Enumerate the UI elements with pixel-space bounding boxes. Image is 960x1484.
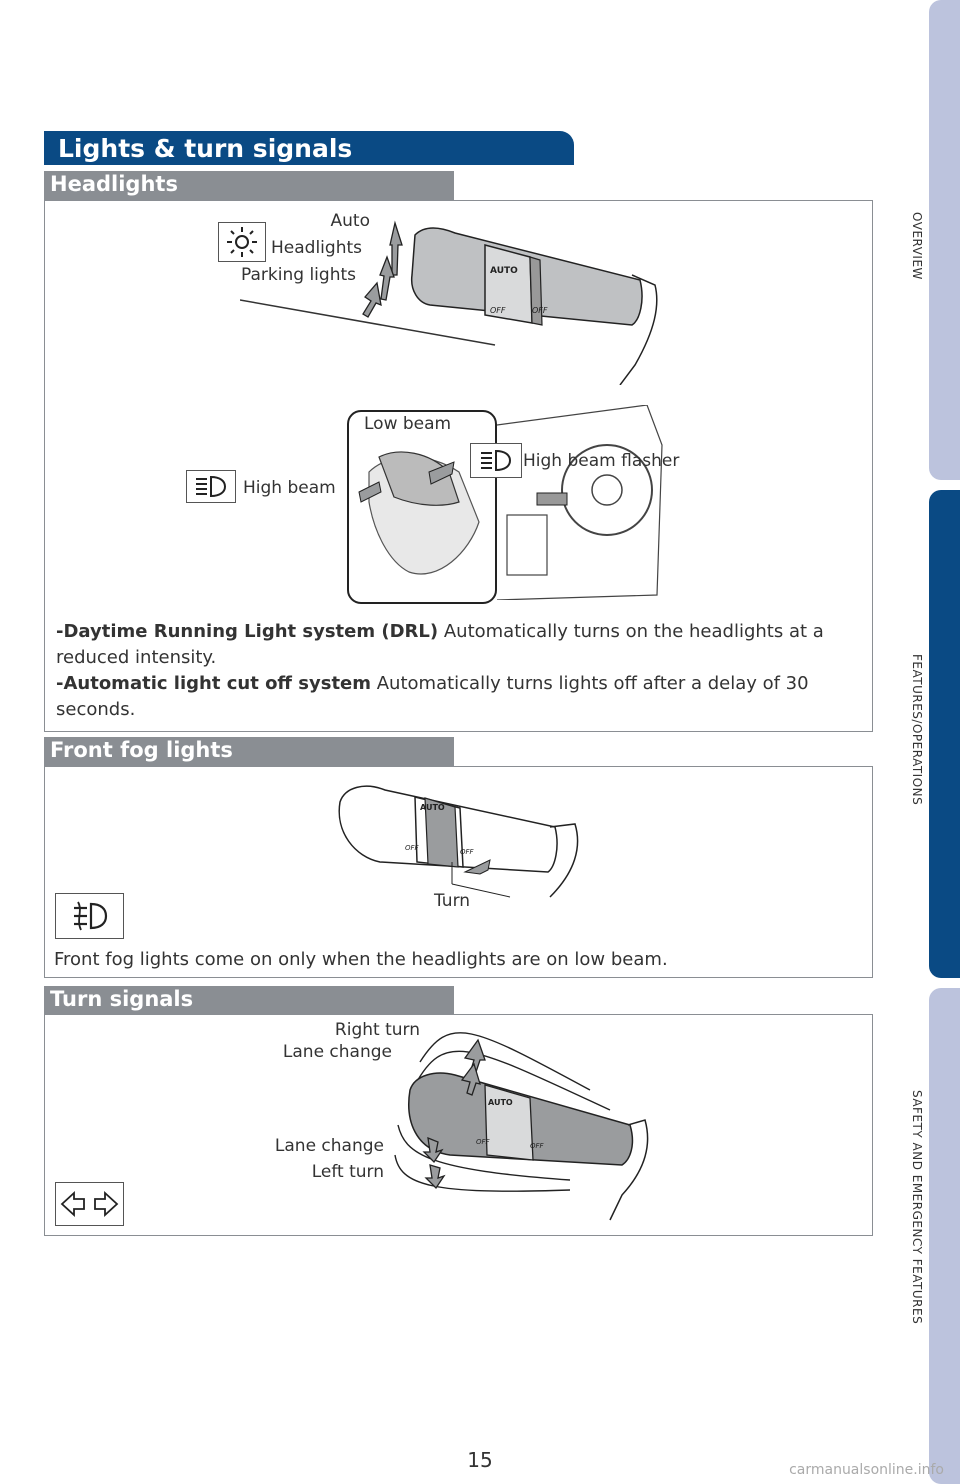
label-auto: Auto xyxy=(330,211,370,231)
label-headlights: Headlights xyxy=(271,238,362,258)
label-low-beam: Low beam xyxy=(364,414,452,434)
label-high-beam-flasher: High beam flasher xyxy=(523,451,680,471)
high-beam-photo-frame xyxy=(347,410,497,604)
drl-term: -Daytime Running Light system (DRL) xyxy=(56,621,439,642)
section-header-headlights: Headlights xyxy=(44,171,454,200)
stalk-marking-off-2: OFF xyxy=(532,306,548,315)
side-tab-safety[interactable] xyxy=(929,988,960,1484)
fog-description: Front fog lights come on only when the headlights are on low beam. xyxy=(54,949,668,970)
side-tab-overview[interactable] xyxy=(929,0,960,480)
headlight-stalk-illustration xyxy=(240,205,680,385)
label-parking-lights: Parking lights xyxy=(241,265,356,285)
label-lane-change-up: Lane change xyxy=(282,1042,392,1062)
label-turn: Turn xyxy=(434,891,471,911)
side-tab-label-features: FEATURES/OPERATIONS xyxy=(910,654,924,806)
label-left-turn: Left turn xyxy=(311,1162,384,1182)
light-cutoff-text: Automatically turns lights off after a delay of 30 seconds. xyxy=(56,673,809,720)
side-tab-features[interactable] xyxy=(929,490,960,978)
section-header-turn: Turn signals xyxy=(44,986,454,1015)
fog-stalk-marking-off-2: OFF xyxy=(460,848,474,856)
stalk-marking-auto: AUTO xyxy=(490,266,518,276)
label-right-turn: Right turn xyxy=(334,1020,420,1040)
turn-stalk-marking-off: OFF xyxy=(476,1138,490,1146)
page-number: 15 xyxy=(467,1448,493,1472)
high-beam-icon xyxy=(186,470,236,503)
turn-stalk-marking-off-2: OFF xyxy=(530,1142,544,1150)
turn-stalk-illustration xyxy=(390,1020,660,1230)
light-cutoff-description xyxy=(56,671,856,723)
turn-signal-icon xyxy=(55,1182,124,1226)
drl-text: Automatically turns on the headlights at a reduced intensity. xyxy=(56,621,824,668)
side-tab-label-safety: SAFETY AND EMERGENCY FEATURES xyxy=(910,1090,924,1325)
front-fog-light-icon xyxy=(55,893,124,939)
section-header-fog: Front fog lights xyxy=(44,737,454,766)
label-lane-change-down: Lane change xyxy=(274,1136,384,1156)
fog-stalk-marking-auto: AUTO xyxy=(420,803,445,812)
fog-stalk-illustration xyxy=(320,772,590,902)
watermark: carmanualsonline.info xyxy=(789,1462,944,1478)
page-title: Lights & turn signals xyxy=(44,131,574,165)
stalk-marking-off: OFF xyxy=(490,306,506,315)
label-high-beam: High beam xyxy=(243,478,336,498)
side-tab-label-overview: OVERVIEW xyxy=(910,212,924,280)
drl-description xyxy=(56,619,856,671)
turn-stalk-marking-auto: AUTO xyxy=(488,1098,513,1107)
high-beam-flasher-icon xyxy=(470,443,522,478)
dashboard-illustration xyxy=(497,405,667,600)
fog-stalk-marking-off: OFF xyxy=(405,844,419,852)
light-cutoff-term: -Automatic light cut off system xyxy=(56,673,372,694)
